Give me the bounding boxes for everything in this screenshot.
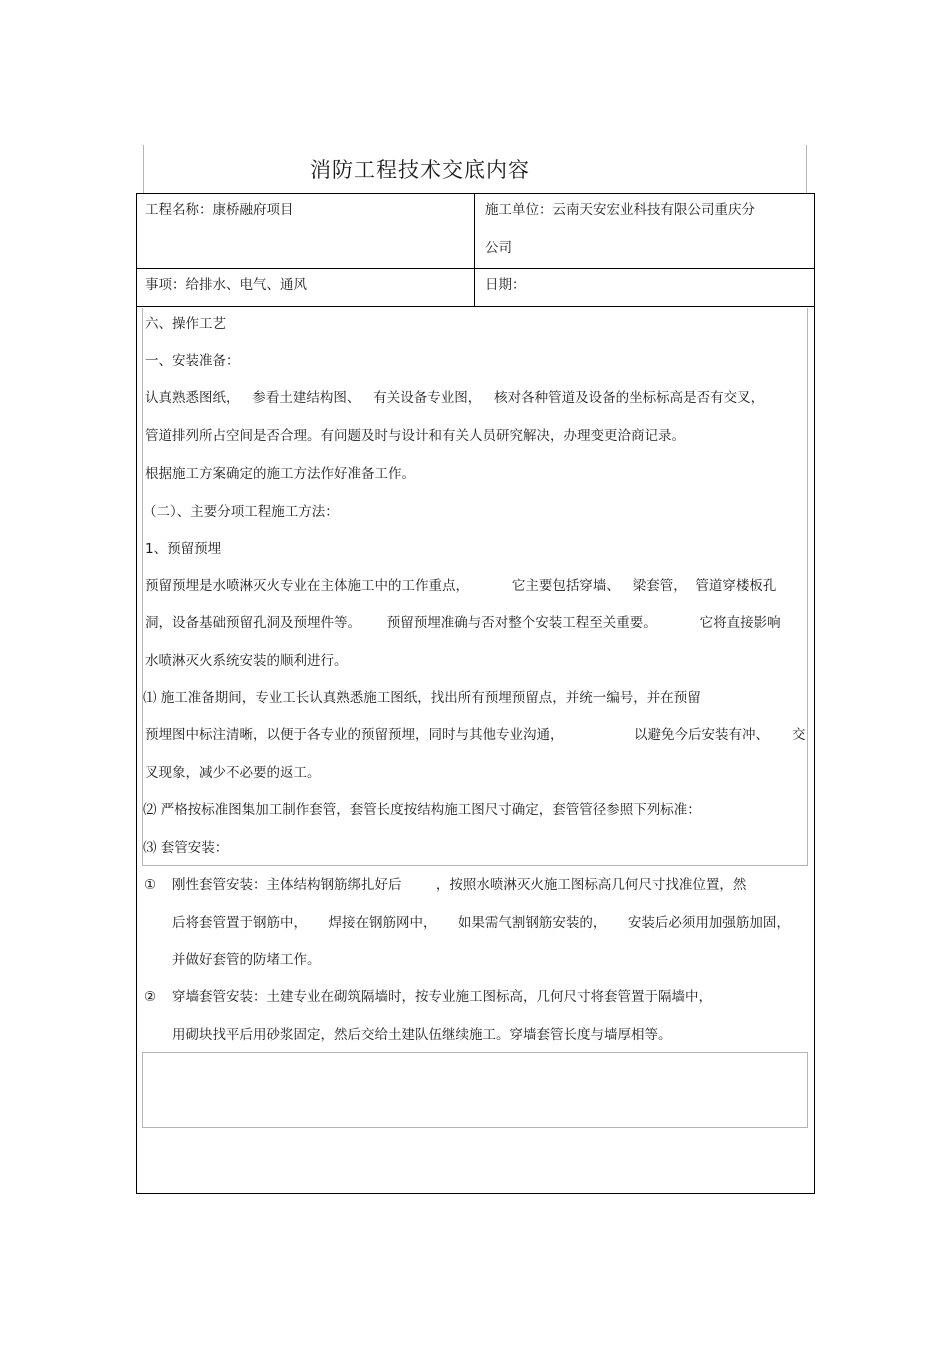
content-frame-right: [807, 308, 808, 866]
row1-divider: [136, 268, 815, 269]
section-heading: 六、操作工艺: [145, 316, 226, 332]
item3: ⑶ 套管安装：: [143, 840, 229, 856]
embed-heading: 1、预留预埋: [145, 541, 222, 557]
sub2-line1: 穿墙套管安装：土建专业在砌筑隔墙时，按专业施工图标高，几何尺寸将套管置于隔墙中，: [172, 989, 712, 1005]
date-field: 日期：: [485, 277, 526, 293]
embed-paragraph-line1: 预留预埋是水喷淋灭火专业在主体施工中的工作重点， 它主要包括穿墙、 梁套管， 管道穿楼板孔: [145, 578, 777, 594]
item1-line2a: 预埋图中标注清晰，以便于各专业的预留预埋，同时与其他专业沟通，: [145, 727, 564, 743]
item1-line3: 叉现象，减少不必要的返工。: [145, 765, 321, 781]
prep-paragraph-line2: 管道排列所占空间是否合理。有问题及时与设计和有关人员研究解决，办理变更洽商记录。: [145, 428, 685, 444]
item-field: 事项：给排水、电气、通风: [145, 277, 307, 293]
sub2-line2: 用砌块找平后用砂浆固定，然后交给土建队伍继续施工。穿墙套管长度与墙厚相等。: [172, 1027, 672, 1043]
title-right-rule: [806, 145, 807, 193]
embed-paragraph-line3: 水喷淋灭火系统安装的顺利进行。: [145, 653, 348, 669]
item1-line2c: 交: [792, 727, 806, 743]
construction-unit-line1: 施工单位：云南天安宏业科技有限公司重庆分: [485, 202, 755, 218]
table-top-border: [136, 193, 815, 194]
prep-paragraph2: 根据施工方案确定的施工方法作好准备工作。: [145, 466, 415, 482]
item1-line2b: 以避免今后安装有冲、: [634, 727, 769, 743]
column-divider: [474, 193, 475, 306]
item1-line1: ⑴ 施工准备期间，专业工长认真熟悉施工图纸，找出所有预埋预留点，并统一编号，并在预留: [143, 690, 701, 706]
table-bottom-border: [136, 1193, 815, 1194]
title-left-rule: [143, 145, 144, 193]
page-title: 消防工程技术交底内容: [310, 158, 530, 182]
content-frame-left: [142, 308, 143, 866]
sub1-line1: 刚性套管安装：主体结构钢筋绑扎好后 ，按照水喷淋灭火施工图标高几何尺寸找准位置，然: [172, 877, 747, 893]
methods-heading: （二）、主要分项工程施工方法：: [143, 504, 339, 520]
prep-heading: 一、安装准备：: [145, 353, 240, 369]
content-frame-bottom: [142, 865, 808, 866]
prep-paragraph-line1: 认真熟悉图纸， 参看土建结构图、 有关设备专业图， 核对各种管道及设备的坐标标高是否有交叉，: [145, 390, 765, 406]
construction-unit-line2: 公司: [485, 240, 512, 256]
sub1-line3: 并做好套管的防堵工作。: [172, 952, 321, 968]
item2: ⑵ 严格按标准图集加工制作套管，套管长度按结构施工图尺寸确定，套管管径参照下列标准：: [143, 802, 701, 818]
sub1-marker: ①: [144, 877, 157, 893]
sub2-marker: ②: [144, 989, 157, 1005]
table-right-border: [814, 193, 815, 1194]
row2-divider: [136, 306, 815, 307]
table-left-border: [136, 193, 137, 1194]
embed-paragraph-line2: 洞，设备基础预留孔洞及预埋件等。 预留预埋准确与否对整个安装工程至关重要。 它将直接影响: [145, 615, 781, 631]
project-name: 工程名称：康桥融府项目: [145, 202, 294, 218]
sub1-line2: 后将套管置于钢筋中， 焊接在钢筋网中， 如果需气割钢筋安装的， 安装后必须用加强筋加固，: [172, 915, 790, 931]
empty-box: [142, 1052, 808, 1128]
